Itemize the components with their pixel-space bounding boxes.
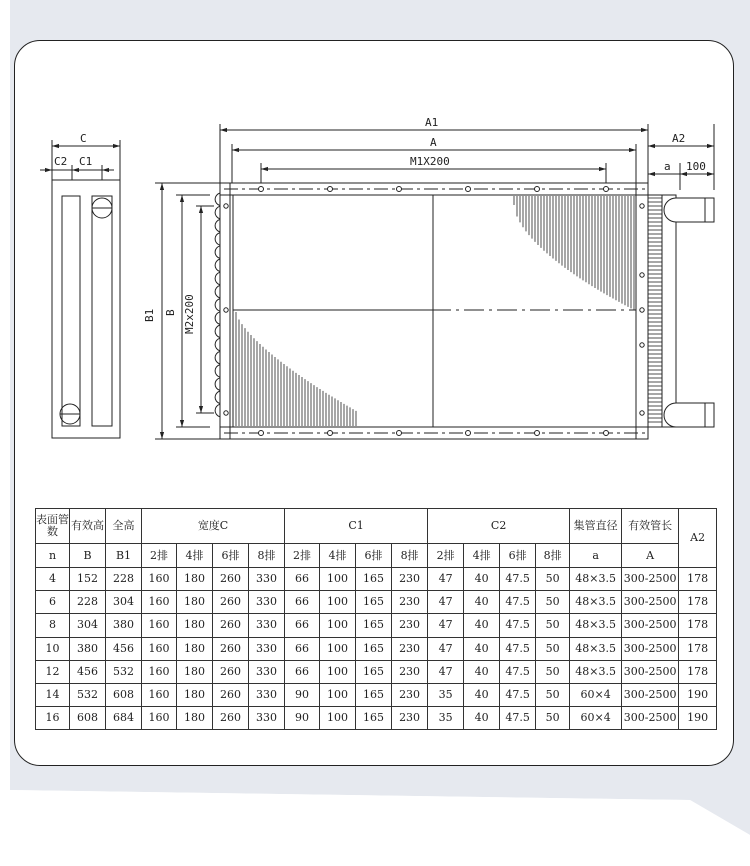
cell-n: 8 <box>36 614 70 637</box>
header-surface-tubes: 表面管数 <box>36 509 70 544</box>
u-bend <box>215 233 220 246</box>
cell-c2-8: 50 <box>536 637 570 660</box>
cell-a2: 178 <box>679 637 717 660</box>
cell-c1-4: 100 <box>320 591 356 614</box>
cell-dia: 60×4 <box>570 683 622 706</box>
header-pipe-ticks <box>648 198 662 422</box>
u-bends <box>215 193 220 417</box>
cell-c-4: 180 <box>177 591 213 614</box>
cell-c2-6: 47.5 <box>500 568 536 591</box>
cell-c2-6: 47.5 <box>500 591 536 614</box>
cell-c2-4: 40 <box>464 614 500 637</box>
header-full-height: 全高 <box>106 509 142 544</box>
cell-c1-8: 230 <box>392 706 428 729</box>
cell-c-4: 180 <box>177 660 213 683</box>
table-subheader-row <box>36 544 717 568</box>
cell-c1-6: 165 <box>356 706 392 729</box>
header-width-c: 宽度C <box>142 509 285 544</box>
dim-b-label: B <box>164 309 177 316</box>
cell-a2: 178 <box>679 614 717 637</box>
cell-c1-6: 165 <box>356 637 392 660</box>
cell-c2-8: 50 <box>536 683 570 706</box>
u-bend <box>215 285 220 298</box>
cell-c1-2: 66 <box>285 637 320 660</box>
cell-c1-6: 165 <box>356 660 392 683</box>
dim-c-label: C <box>80 132 87 145</box>
u-bend <box>215 338 220 351</box>
cell-dia: 60×4 <box>570 706 622 729</box>
u-bend <box>215 299 220 312</box>
cell-c2-4: 40 <box>464 660 500 683</box>
cell-c2-4: 40 <box>464 706 500 729</box>
cell-c-6: 260 <box>213 660 249 683</box>
cell-c1-8: 230 <box>392 683 428 706</box>
dim-c2-label: C2 <box>54 155 68 168</box>
cell-c-2: 160 <box>142 568 177 591</box>
cell-c2-2: 35 <box>428 683 464 706</box>
cell-c-2: 160 <box>142 614 177 637</box>
u-bend <box>215 325 220 338</box>
bolt-icon <box>397 431 402 436</box>
cell-c1-2: 66 <box>285 568 320 591</box>
u-bend <box>215 259 220 272</box>
cell-c1-2: 66 <box>285 591 320 614</box>
cell-a2: 178 <box>679 568 717 591</box>
cell-c-4: 180 <box>177 568 213 591</box>
subheader-n: n <box>36 544 70 568</box>
cell-c2-8: 50 <box>536 706 570 729</box>
nozzle-top-icon <box>664 198 714 222</box>
cell-c-8: 330 <box>249 614 285 637</box>
table-row <box>36 568 717 591</box>
cell-c-6: 260 <box>213 591 249 614</box>
cell-b1: 380 <box>106 614 142 637</box>
cell-c2-8: 50 <box>536 568 570 591</box>
cell-c-8: 330 <box>249 568 285 591</box>
bolt-icon <box>640 308 644 312</box>
cell-n: 12 <box>36 660 70 683</box>
cell-c2-4: 40 <box>464 568 500 591</box>
cell-b1: 228 <box>106 568 142 591</box>
table-row <box>36 706 717 729</box>
cell-c-2: 160 <box>142 683 177 706</box>
u-bend <box>215 378 220 391</box>
u-bend <box>215 404 220 417</box>
cell-c-6: 260 <box>213 637 249 660</box>
cell-c1-8: 230 <box>392 591 428 614</box>
cell-c1-6: 165 <box>356 568 392 591</box>
cell-a2: 190 <box>679 683 717 706</box>
cell-dia: 48×3.5 <box>570 637 622 660</box>
cell-c1-2: 66 <box>285 614 320 637</box>
dim-m2x200-label: M2x200 <box>183 294 196 334</box>
cell-c-8: 330 <box>249 706 285 729</box>
bolt-icon <box>328 187 333 192</box>
header-c2: C2 <box>428 509 570 544</box>
cell-c1-6: 165 <box>356 683 392 706</box>
cell-c1-2: 66 <box>285 660 320 683</box>
cell-c1-6: 165 <box>356 591 392 614</box>
dim-m1x200-label: M1X200 <box>410 155 450 168</box>
bolt-icon <box>224 308 228 312</box>
cell-c1-4: 100 <box>320 683 356 706</box>
subheader-c1-8: 8排 <box>392 544 428 568</box>
header-a2: A2 <box>679 509 717 568</box>
cell-c1-2: 90 <box>285 683 320 706</box>
cell-len: 300-2500 <box>622 660 679 683</box>
cell-b: 532 <box>70 683 106 706</box>
bolt-icon <box>604 431 609 436</box>
cell-c2-2: 47 <box>428 568 464 591</box>
cell-c2-6: 47.5 <box>500 706 536 729</box>
cell-dia: 48×3.5 <box>570 591 622 614</box>
fins-lower-left <box>236 312 356 426</box>
bolt-icon <box>535 431 540 436</box>
cell-c1-4: 100 <box>320 637 356 660</box>
u-bend <box>215 219 220 232</box>
cell-c2-8: 50 <box>536 614 570 637</box>
cell-b: 152 <box>70 568 106 591</box>
dim-a1-label: A1 <box>425 116 439 129</box>
bolt-icon <box>328 431 333 436</box>
header-pipe-diameter: 集管直径 <box>570 509 622 544</box>
cell-c-2: 160 <box>142 706 177 729</box>
bolt-icon <box>640 273 644 277</box>
cell-c-4: 180 <box>177 706 213 729</box>
cell-c-4: 180 <box>177 683 213 706</box>
u-bend <box>215 272 220 285</box>
subheader-c2-6: 6排 <box>500 544 536 568</box>
cell-len: 300-2500 <box>622 683 679 706</box>
table-row <box>36 591 717 614</box>
cell-c-8: 330 <box>249 660 285 683</box>
cell-c-4: 180 <box>177 614 213 637</box>
bolt-icon <box>224 411 228 415</box>
subheader-c2-4: 4排 <box>464 544 500 568</box>
bolt-icon <box>535 187 540 192</box>
cell-c2-6: 47.5 <box>500 637 536 660</box>
cell-c-6: 260 <box>213 683 249 706</box>
dim-b1-label: B1 <box>143 308 156 322</box>
cell-c1-8: 230 <box>392 614 428 637</box>
cell-c-6: 260 <box>213 568 249 591</box>
bolt-icon <box>466 431 471 436</box>
cell-c1-4: 100 <box>320 660 356 683</box>
cell-c2-8: 50 <box>536 591 570 614</box>
subheader-width-4: 4排 <box>177 544 213 568</box>
cell-c2-4: 40 <box>464 683 500 706</box>
cell-len: 300-2500 <box>622 614 679 637</box>
cell-c1-4: 100 <box>320 706 356 729</box>
header-effective-height: 有效高 <box>70 509 106 544</box>
cell-c2-2: 35 <box>428 706 464 729</box>
subheader-c2-2: 2排 <box>428 544 464 568</box>
subheader-a-small: a <box>570 544 622 568</box>
cell-b1: 304 <box>106 591 142 614</box>
cell-c2-6: 47.5 <box>500 660 536 683</box>
cell-c2-2: 47 <box>428 660 464 683</box>
cell-n: 6 <box>36 591 70 614</box>
bolt-icon <box>259 431 264 436</box>
cell-b1: 456 <box>106 637 142 660</box>
subheader-width-6: 6排 <box>213 544 249 568</box>
cell-c1-4: 100 <box>320 614 356 637</box>
cell-c1-8: 230 <box>392 637 428 660</box>
cell-c2-2: 47 <box>428 614 464 637</box>
cell-c2-2: 47 <box>428 591 464 614</box>
bolt-icon <box>466 187 471 192</box>
cell-c2-2: 47 <box>428 637 464 660</box>
table-row <box>36 683 717 706</box>
u-bend <box>215 391 220 404</box>
subheader-a: A <box>622 544 679 568</box>
cell-b1: 532 <box>106 660 142 683</box>
bolt-icon <box>259 187 264 192</box>
subheader-c2-8: 8排 <box>536 544 570 568</box>
cell-c2-4: 40 <box>464 637 500 660</box>
cell-a2: 178 <box>679 591 717 614</box>
cell-c1-4: 100 <box>320 568 356 591</box>
cell-len: 300-2500 <box>622 706 679 729</box>
cell-c1-8: 230 <box>392 660 428 683</box>
cell-dia: 48×3.5 <box>570 614 622 637</box>
subheader-c1-2: 2排 <box>285 544 320 568</box>
cell-c-2: 160 <box>142 660 177 683</box>
cell-b1: 608 <box>106 683 142 706</box>
subheader-c1-4: 4排 <box>320 544 356 568</box>
cell-n: 4 <box>36 568 70 591</box>
bolt-icon <box>640 204 644 208</box>
cell-c-8: 330 <box>249 637 285 660</box>
cell-c-6: 260 <box>213 614 249 637</box>
table-header-row <box>36 509 717 544</box>
cell-c-2: 160 <box>142 591 177 614</box>
cell-c1-2: 90 <box>285 706 320 729</box>
spec-table <box>35 508 717 730</box>
cell-c1-6: 165 <box>356 614 392 637</box>
table-row <box>36 614 717 637</box>
u-bend <box>215 351 220 364</box>
nozzle-bottom-icon <box>664 403 714 427</box>
fins-upper-right <box>514 196 634 310</box>
cell-n: 14 <box>36 683 70 706</box>
dim-a-small-label: a <box>664 160 671 173</box>
u-bend <box>215 365 220 378</box>
u-bend <box>215 312 220 325</box>
cell-c-4: 180 <box>177 637 213 660</box>
subheader-b: B <box>70 544 106 568</box>
cell-b1: 684 <box>106 706 142 729</box>
subheader-b1: B1 <box>106 544 142 568</box>
subheader-width-8: 8排 <box>249 544 285 568</box>
cell-a2: 190 <box>679 706 717 729</box>
cell-c-8: 330 <box>249 683 285 706</box>
bolt-icon <box>640 411 644 415</box>
u-bend <box>215 206 220 219</box>
cell-n: 16 <box>36 706 70 729</box>
dim-a-label: A <box>430 136 437 149</box>
bolt-icon <box>640 343 644 347</box>
u-bend <box>215 193 220 206</box>
cell-b: 380 <box>70 637 106 660</box>
cell-c2-8: 50 <box>536 660 570 683</box>
header-c1: C1 <box>285 509 428 544</box>
cell-b: 456 <box>70 660 106 683</box>
cell-b: 304 <box>70 614 106 637</box>
cell-c1-8: 230 <box>392 568 428 591</box>
bolt-icon <box>397 187 402 192</box>
bolt-icon <box>224 204 228 208</box>
cell-b: 228 <box>70 591 106 614</box>
bolt-icon <box>604 187 609 192</box>
dim-c1-label: C1 <box>79 155 93 168</box>
cell-c2-6: 47.5 <box>500 683 536 706</box>
cell-len: 300-2500 <box>622 568 679 591</box>
cell-c-6: 260 <box>213 706 249 729</box>
cell-b: 608 <box>70 706 106 729</box>
cell-dia: 48×3.5 <box>570 568 622 591</box>
cell-a2: 178 <box>679 660 717 683</box>
cell-c-2: 160 <box>142 637 177 660</box>
u-bend <box>215 246 220 259</box>
dim-a2-label: A2 <box>672 132 686 145</box>
side-view <box>40 140 120 438</box>
table-row <box>36 637 717 660</box>
subheader-c1-6: 6排 <box>356 544 392 568</box>
cell-c2-4: 40 <box>464 591 500 614</box>
cell-c-8: 330 <box>249 591 285 614</box>
dim-100-label: 100 <box>686 160 706 173</box>
header-effective-length: 有效管长 <box>622 509 679 544</box>
cell-n: 10 <box>36 637 70 660</box>
subheader-width-2: 2排 <box>142 544 177 568</box>
cell-len: 300-2500 <box>622 637 679 660</box>
cell-len: 300-2500 <box>622 591 679 614</box>
cell-dia: 48×3.5 <box>570 660 622 683</box>
table-row <box>36 660 717 683</box>
cell-c2-6: 47.5 <box>500 614 536 637</box>
